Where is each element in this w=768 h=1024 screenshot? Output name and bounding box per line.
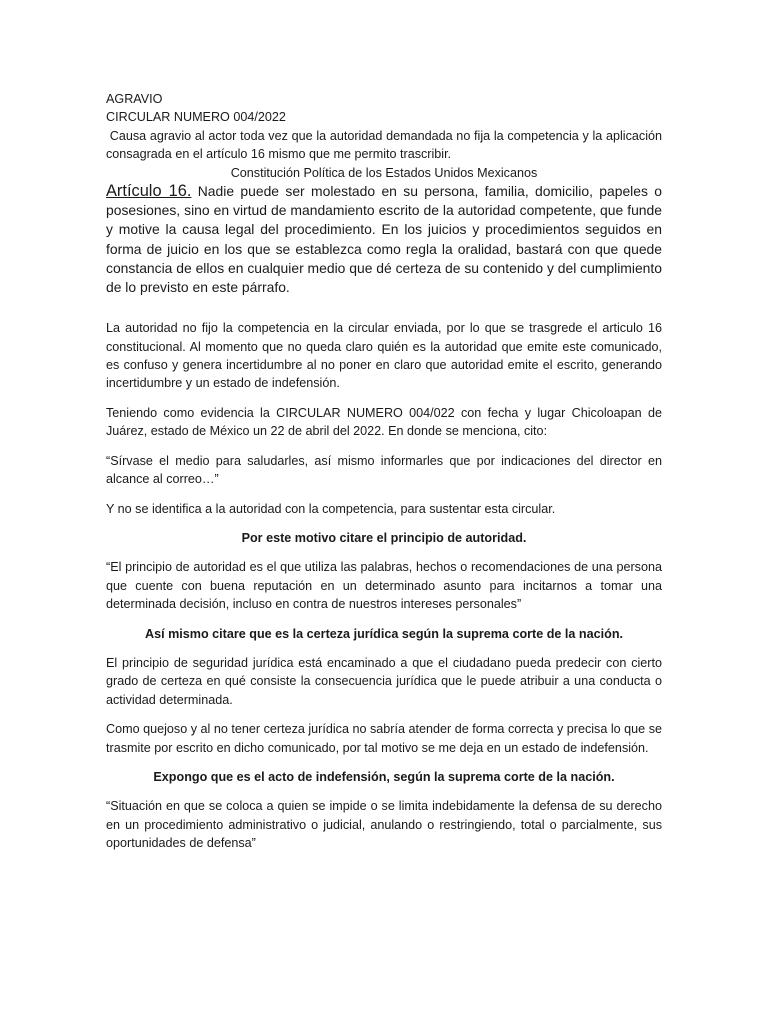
paragraph-competencia: La autoridad no fijo la competencia en la circular enviada, por lo que se trasgrede el articulo 16 constitucional. Al momento que no queda claro quién es la autoridad que emite este comunicado, es confuso y genera incertidumbre al no poner en claro que autoridad emite el escrito, generando incertidumbre y un estado de indefensión. (106, 321, 662, 391)
quote-indefension: “Situación en que se coloca a quien se impide o se limita indebidamente la defensa de su derecho en un procedimiento administrativo o judicial, anulando o restringiendo, total o parcialmente, sus oportunidades de defensa” (106, 799, 662, 851)
subheading-principio-autoridad: Por este motivo citare el principio de autoridad. (241, 530, 527, 545)
document-heading: AGRAVIO (106, 92, 163, 106)
paragraph-quejoso: Como quejoso y al no tener certeza jurídica no sabría atender de forma correcta y precisa lo que se trasmite por escrito en dicho comunicado, por tal motivo se me deja en un estado de indefensión. (106, 722, 662, 755)
article-16-quote (106, 182, 666, 297)
article-text: Nadie puede ser molestado en su persona, familia, domicilio, papeles o posesiones, sino en virtud de mandamiento escrito de la autoridad competente, que funde y motive la causa legal del procedimiento. En los juicios y procedimientos seguidos en forma de juicio en los que se establezca como regla la oralidad, bastará con que quede constancia de ellos en cualquier medio que dé certeza de su contenido y del cumplimiento de lo previsto en este párrafo. (106, 183, 666, 296)
constitution-title: Constitución Política de los Estados Unidos Mexicanos (230, 165, 538, 180)
article-number: Artículo 16. (106, 182, 192, 201)
quote-circular: “Sírvase el medio para saludarles, así mismo informarles que por indicaciones del director en alcance al correo…” (106, 453, 662, 487)
paragraph-no-identifica: Y no se identifica a la autoridad con la competencia, para sustentar esta circular. (106, 501, 556, 516)
circular-title: CIRCULAR NUMERO 004/2022 (106, 110, 286, 125)
paragraph-seguridad-juridica: El principio de seguridad jurídica está encaminado a que el ciudadano pueda predecir con cierto grado de certeza en qué consiste la consecuencia jurídica que le puede atribuir a una conducta o actividad determinada. (106, 655, 662, 707)
quote-principio-autoridad: “El principio de autoridad es el que utiliza las palabras, hechos o recomendaciones de una persona que cuente con buena reputación en un determinado asunto para incitarnos a tomar una determinada decisión, incluso en contra de nuestros intereses personales” (106, 560, 662, 612)
intro-paragraph: Causa agravio al actor toda vez que la autoridad demandada no fija la competencia y la aplicación consagrada en el artículo 16 mismo que me permito trascribir. (106, 128, 666, 162)
subheading-indefension: Expongo que es el acto de indefensión, según la suprema corte de la nación. (153, 769, 615, 784)
document-page (106, 90, 666, 853)
paragraph-evidencia: Teniendo como evidencia la CIRCULAR NUMERO 004/022 con fecha y lugar Chicoloapan de Juárez, estado de México un 22 de abril del 2022. En donde se menciona, cito: (106, 405, 662, 439)
subheading-certeza-juridica: Así mismo citare que es la certeza jurídica según la suprema corte de la nación. (144, 626, 624, 641)
